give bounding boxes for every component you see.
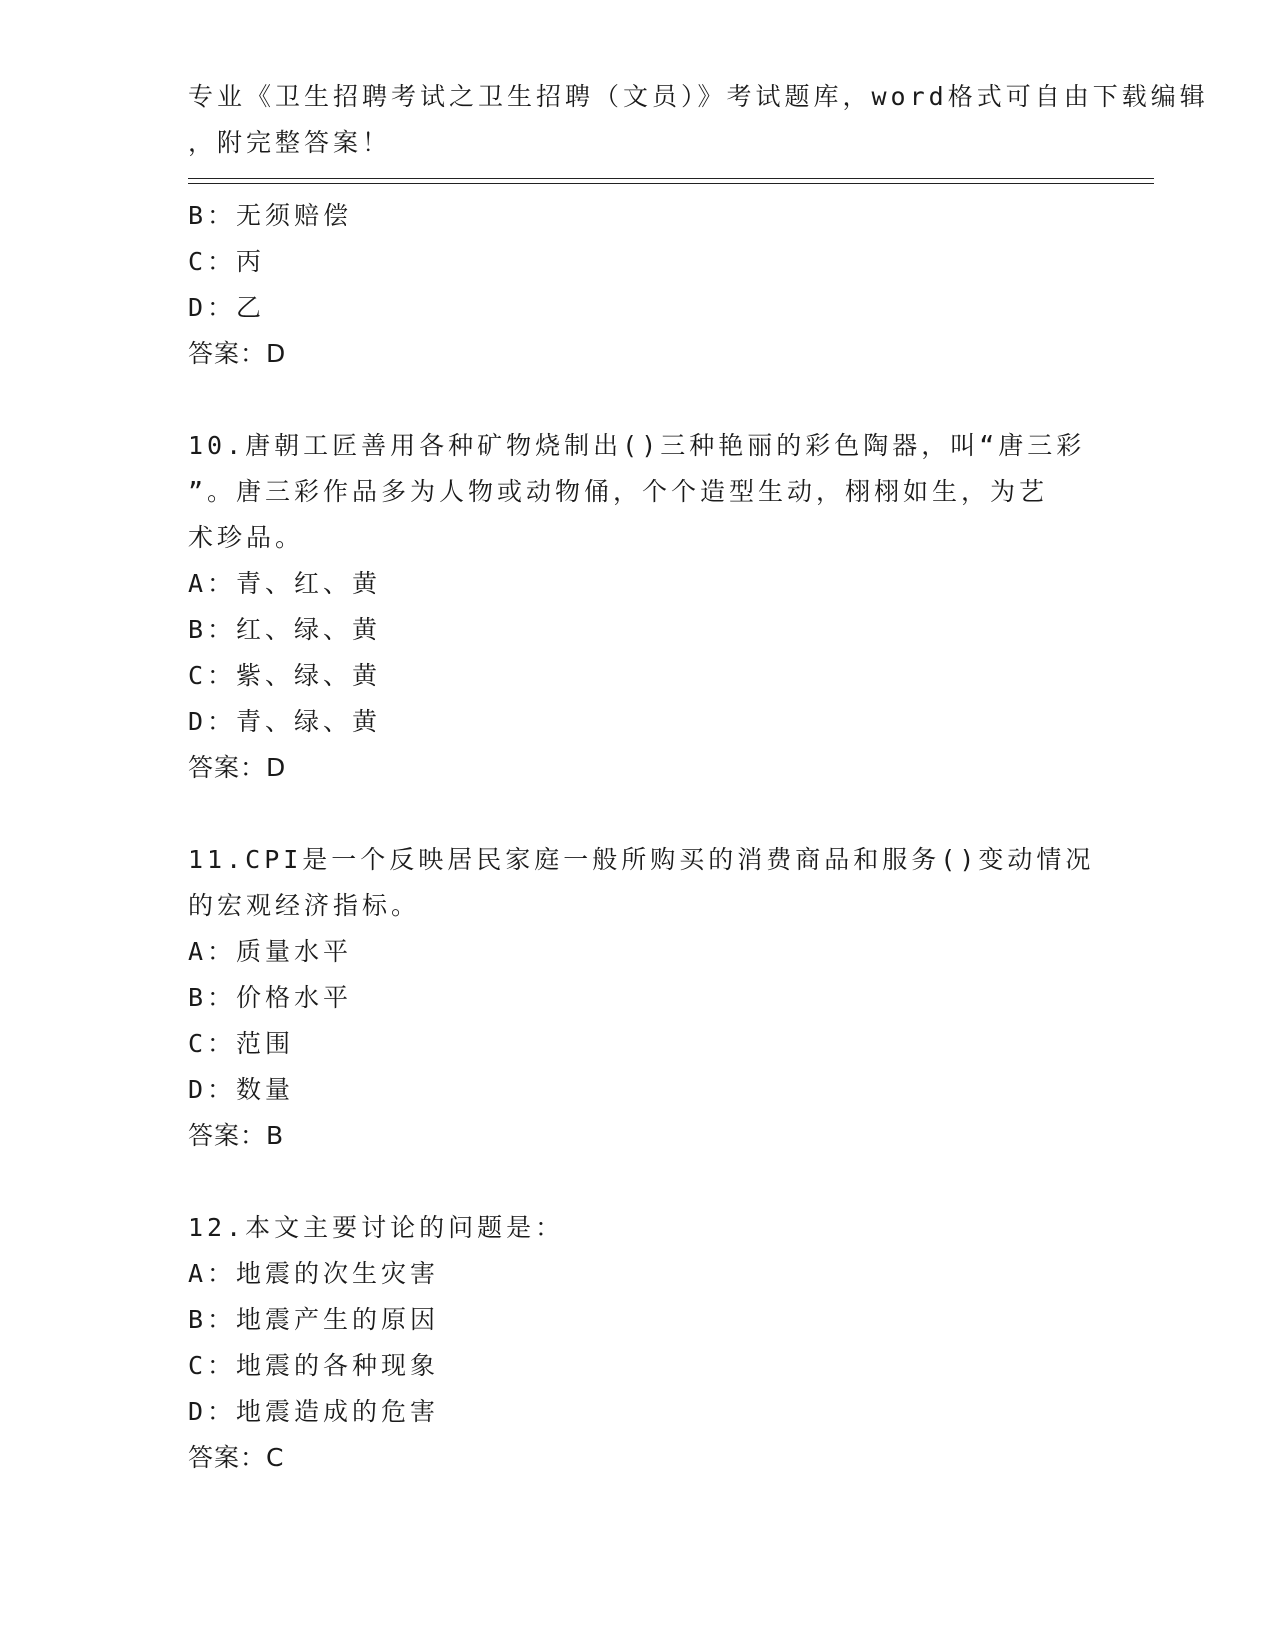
answer: 答案：D: [188, 753, 287, 782]
header-line-2: ，附完整答案！: [188, 128, 392, 157]
answer: 答案：D: [188, 339, 287, 368]
document-header: [188, 74, 1209, 166]
option-d: D：数量: [188, 1075, 295, 1104]
question-list: [188, 193, 1095, 1481]
question-11-text-line-2: 的宏观经济指标。: [188, 891, 421, 920]
option-b: B：地震产生的原因: [188, 1305, 440, 1334]
option-d: D：乙: [188, 293, 266, 322]
spacer: [188, 1159, 1088, 1205]
answer: 答案：C: [188, 1443, 285, 1472]
question-10-text-line-2: ”。唐三彩作品多为人物或动物俑，个个造型生动，栩栩如生，为艺: [188, 477, 1049, 506]
option-a: A：青、红、黄: [188, 569, 382, 598]
header-divider-bottom: [188, 183, 1154, 184]
question-11-text-line-1: 11.CPI是一个反映居民家庭一般所购买的消费商品和服务()变动情况: [188, 845, 1095, 874]
option-b: B：红、绿、黄: [188, 615, 382, 644]
header-divider-top: [188, 178, 1154, 179]
prev-question-block: [188, 193, 1088, 377]
header-line-1: 专业《卫生招聘考试之卫生招聘（文员）》考试题库，word格式可自由下载编辑: [188, 82, 1209, 111]
question-11-block: [188, 837, 1095, 1159]
question-10-block: [188, 423, 1088, 791]
spacer: [188, 791, 1088, 837]
option-a: A：地震的次生灾害: [188, 1259, 440, 1288]
option-c: C：地震的各种现象: [188, 1351, 440, 1380]
option-b: B：价格水平: [188, 983, 353, 1012]
option-c: C：紫、绿、黄: [188, 661, 382, 690]
question-10-text-line-1: 10.唐朝工匠善用各种矿物烧制出()三种艳丽的彩色陶器，叫“唐三彩: [188, 431, 1086, 460]
option-c: C：丙: [188, 247, 266, 276]
option-a: A：质量水平: [188, 937, 353, 966]
spacer: [188, 377, 1088, 423]
option-d: D：青、绿、黄: [188, 707, 382, 736]
question-10-text-line-3: 术珍品。: [188, 523, 305, 552]
question-12-text: 12.本文主要讨论的问题是：: [188, 1213, 565, 1242]
option-b: B：无须赔偿: [188, 201, 353, 230]
answer: 答案：B: [188, 1121, 285, 1150]
option-d: D：地震造成的危害: [188, 1397, 440, 1426]
option-c: C：范围: [188, 1029, 295, 1058]
question-12-block: [188, 1205, 1088, 1481]
